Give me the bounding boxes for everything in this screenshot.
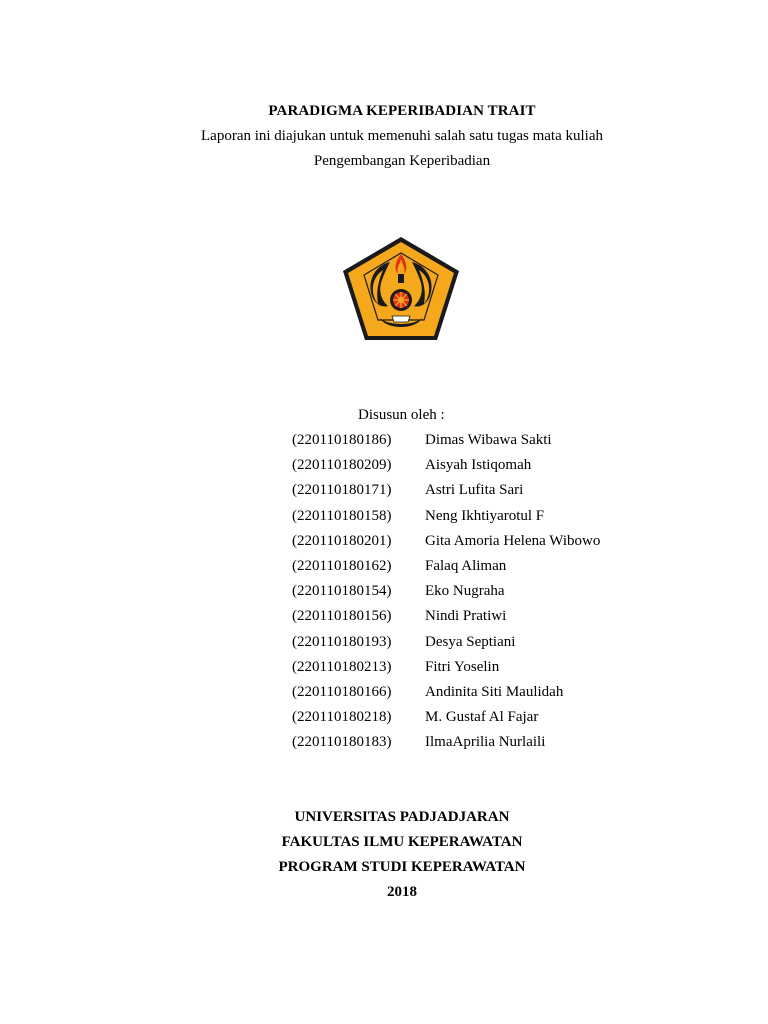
member-name: Dimas Wibawa Sakti <box>425 432 552 448</box>
faculty-name: FAKULTAS ILMU KEPERAWATAN <box>281 834 523 850</box>
member-nim: (220110180213) <box>292 658 392 675</box>
document-title: PARADIGMA KEPERIBADIAN TRAIT <box>268 103 536 119</box>
program-name: PROGRAM STUDI KEPERAWATAN <box>278 859 526 875</box>
member-nim: (220110180166) <box>292 683 392 700</box>
member-row <box>292 608 652 633</box>
member-row <box>292 684 652 709</box>
member-row <box>292 533 652 558</box>
member-name: M. Gustaf Al Fajar <box>425 709 539 726</box>
member-nim: (220110180201) <box>292 532 392 549</box>
member-name: Neng Ikhtiyarotul F <box>425 507 545 524</box>
university-name: UNIVERSITAS PADJADJARAN <box>294 809 510 825</box>
member-row <box>292 583 652 608</box>
member-nim: (220110180193) <box>292 633 392 650</box>
member-row <box>292 709 652 734</box>
member-nim: (220110180171) <box>292 482 392 499</box>
member-nim: (220110180218) <box>292 709 392 726</box>
member-nim: (220110180183) <box>292 734 392 751</box>
member-name: Astri Lufita Sari <box>425 482 524 499</box>
member-row <box>292 457 652 482</box>
member-name: Desya Septiani <box>425 633 516 650</box>
member-name: Andinita Siti Maulidah <box>425 683 564 700</box>
subtitle-line-2: Pengembangan Keperibadian <box>313 153 491 169</box>
subtitle-line-1: Laporan ini diajukan untuk memenuhi salah satu tugas mata kuliah <box>201 128 603 144</box>
member-name: IlmaAprilia Nurlaili <box>425 734 546 751</box>
member-nim: (220110180209) <box>292 457 392 474</box>
member-name: Aisyah Istiqomah <box>425 457 532 474</box>
member-name: Eko Nugraha <box>425 583 505 600</box>
member-nim: (220110180162) <box>292 557 392 574</box>
year: 2018 <box>387 884 417 900</box>
member-nim: (220110180156) <box>292 608 392 625</box>
prepared-by-label: Disusun oleh : <box>358 407 445 423</box>
member-row <box>292 659 652 684</box>
member-row <box>292 634 652 659</box>
member-row <box>292 508 652 533</box>
unpad-emblem-icon <box>334 234 468 346</box>
member-nim: (220110180154) <box>292 583 392 600</box>
member-row <box>292 734 652 759</box>
member-row <box>292 432 652 457</box>
member-row <box>292 482 652 507</box>
member-name: Falaq Aliman <box>425 557 507 574</box>
member-list <box>292 432 652 759</box>
member-name: Nindi Pratiwi <box>425 608 507 625</box>
member-nim: (220110180158) <box>292 507 392 524</box>
member-row <box>292 558 652 583</box>
member-name: Fitri Yoselin <box>425 658 500 675</box>
member-name: Gita Amoria Helena Wibowo <box>425 532 601 549</box>
member-nim: (220110180186) <box>292 432 392 448</box>
